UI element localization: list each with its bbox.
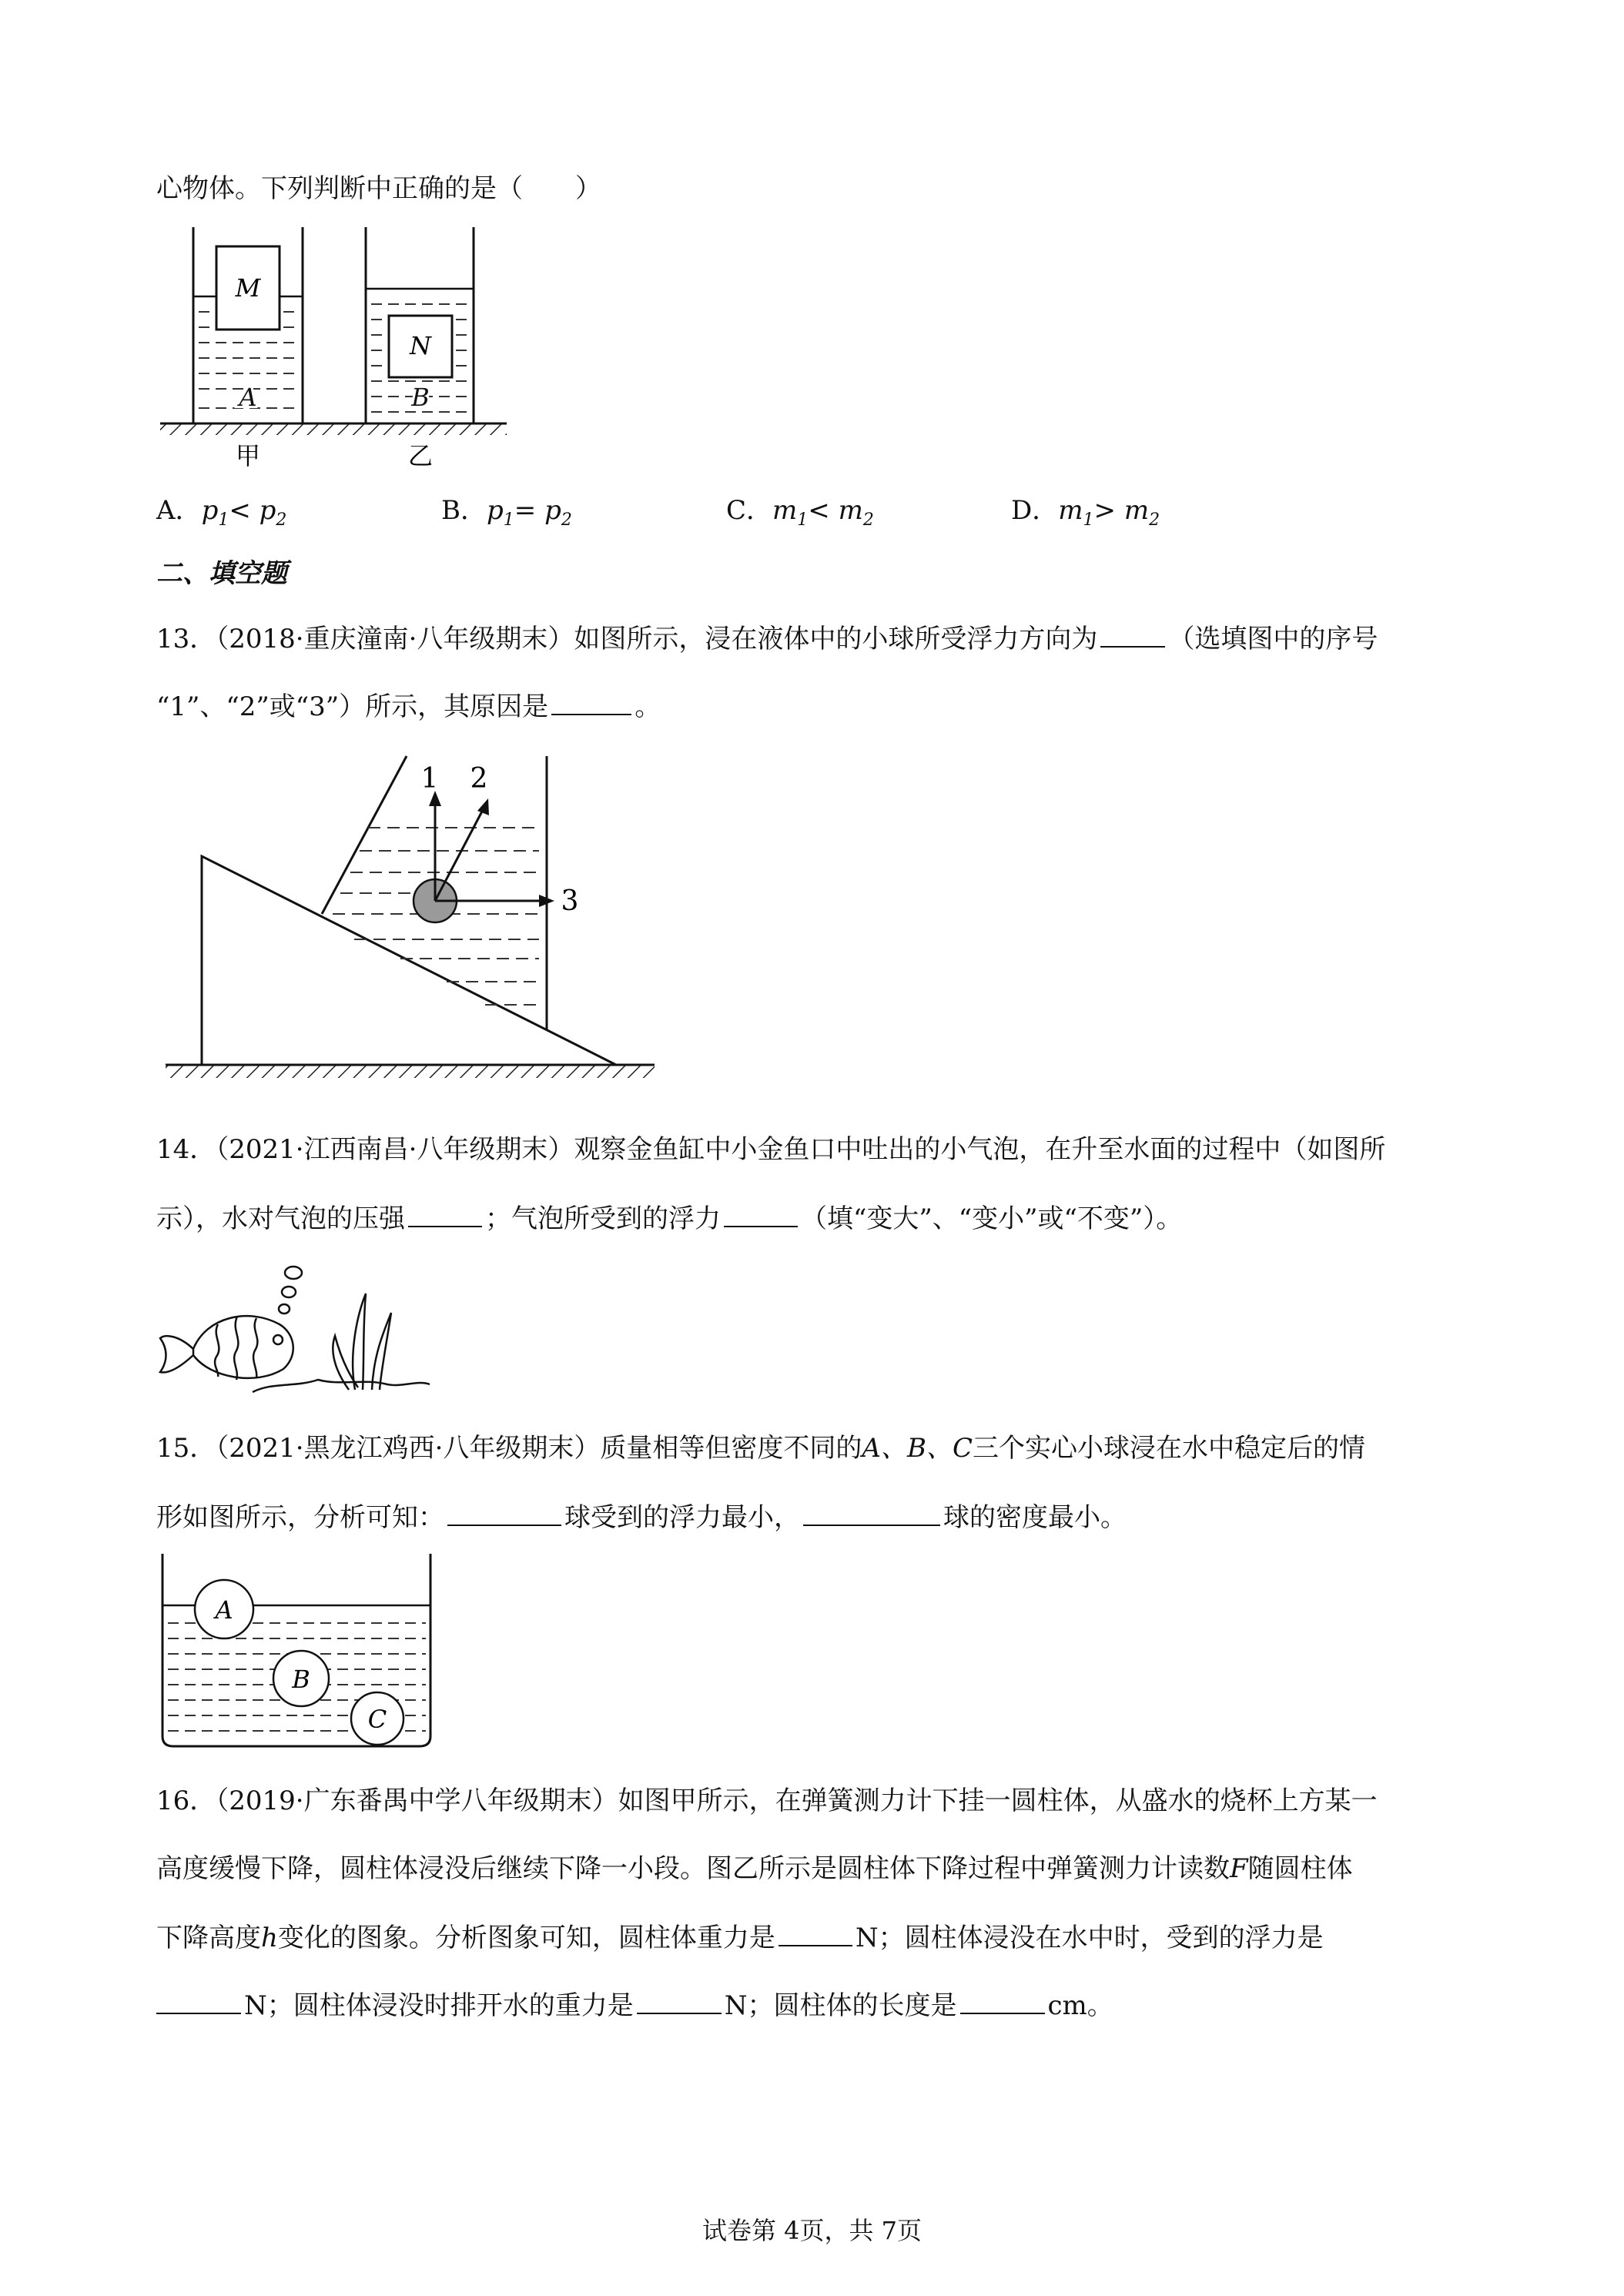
- bubble-icon: [285, 1267, 302, 1279]
- ball-label-a: A: [215, 1595, 233, 1625]
- q16-blank-1[interactable]: [779, 1919, 852, 1946]
- q14-blank-2[interactable]: [724, 1200, 798, 1227]
- ball-label-b: B: [292, 1665, 310, 1694]
- label-m: M: [235, 273, 261, 303]
- page-footer: 试卷第 4页，共 7页: [702, 2216, 922, 2245]
- q16-blank-3[interactable]: [637, 1986, 722, 2014]
- container-jia: [193, 227, 303, 423]
- q12-option-c: C．$m_1< m_2$: [726, 495, 874, 530]
- q15-blank-1[interactable]: [447, 1498, 561, 1526]
- arrow-label-2: 2: [470, 763, 488, 795]
- bubble-icon: [279, 1304, 290, 1314]
- q12-option-d: D．$m_1> m_2$: [1011, 495, 1160, 530]
- q16-line4: N；圆柱体浸没时排开水的重力是 N；圆柱体的长度是 cm。: [156, 1986, 1113, 2023]
- q13-blank-1[interactable]: [1100, 620, 1165, 648]
- q12-stem: 心物体。下列判断中正确的是（ ）: [156, 173, 601, 204]
- q15-line1: 15．（2021·黑龙江鸡西·八年级期末）质量相等但密度不同的A、B、C三个实心小球浸在水中稳定后的情: [156, 1433, 1365, 1464]
- label-b: B: [411, 383, 430, 412]
- bubble-icon: [282, 1287, 296, 1297]
- q16-line2: 高度缓慢下降，圆柱体浸没后继续下降一小段。图乙所示是圆柱体下降过程中弹簧测力计读数F随圆柱体: [156, 1853, 1353, 1884]
- ball-label-c: C: [367, 1705, 387, 1734]
- arrow-2-icon: [477, 798, 489, 815]
- container-yi: [366, 227, 474, 423]
- label-a: A: [239, 383, 257, 412]
- q13-figure: [162, 751, 670, 1093]
- q16-blank-4[interactable]: [960, 1986, 1045, 2014]
- q12-option-b: B．$p_1= p_2$: [441, 495, 572, 530]
- q16-line3: 下降高度h变化的图象。分析图象可知，圆柱体重力是 N；圆柱体浸没在水中时，受到的浮力是: [156, 1919, 1324, 1956]
- q16-line1: 16．（2019·广东番禺中学八年级期末）如图甲所示，在弹簧测力计下挂一圆柱体，从盛水的烧杯上方某一: [156, 1786, 1378, 1816]
- q13-line2: “1”、“2”或“3”）所示，其原因是 。: [156, 688, 661, 725]
- label-n: N: [410, 331, 431, 360]
- q15-figure: [156, 1548, 449, 1752]
- q13-blank-2[interactable]: [551, 688, 631, 715]
- q16-blank-2[interactable]: [156, 1986, 241, 2014]
- q14-line1: 14．（2021·江西南昌·八年级期末）观察金鱼缸中小金鱼口中吐出的小气泡，在升至水面的过程中（如图所: [156, 1134, 1386, 1165]
- section-heading: 二、填空题: [156, 558, 287, 589]
- q15-blank-2[interactable]: [803, 1498, 940, 1526]
- caption-jia: 甲: [235, 441, 261, 470]
- q12-option-a: A．$p_1< p_2$: [156, 495, 287, 530]
- q14-line2: 示），水对气泡的压强 ；气泡所受到的浮力 （填“变大”、“变小”或“不变”）。: [156, 1200, 1182, 1237]
- q12-figure: [156, 219, 511, 474]
- caption-yi: 乙: [407, 441, 434, 470]
- q14-blank-1[interactable]: [408, 1200, 482, 1227]
- arrow-label-1: 1: [420, 763, 439, 795]
- q14-figure: [156, 1263, 434, 1394]
- q15-line2: 形如图所示，分析可知： 球受到的浮力最小， 球的密度最小。: [156, 1498, 1127, 1535]
- arrow-label-3: 3: [561, 885, 579, 917]
- q13-line1: 13．（2018·重庆潼南·八年级期末）如图所示，浸在液体中的小球所受浮力方向为 （选填图中的序号: [156, 620, 1378, 657]
